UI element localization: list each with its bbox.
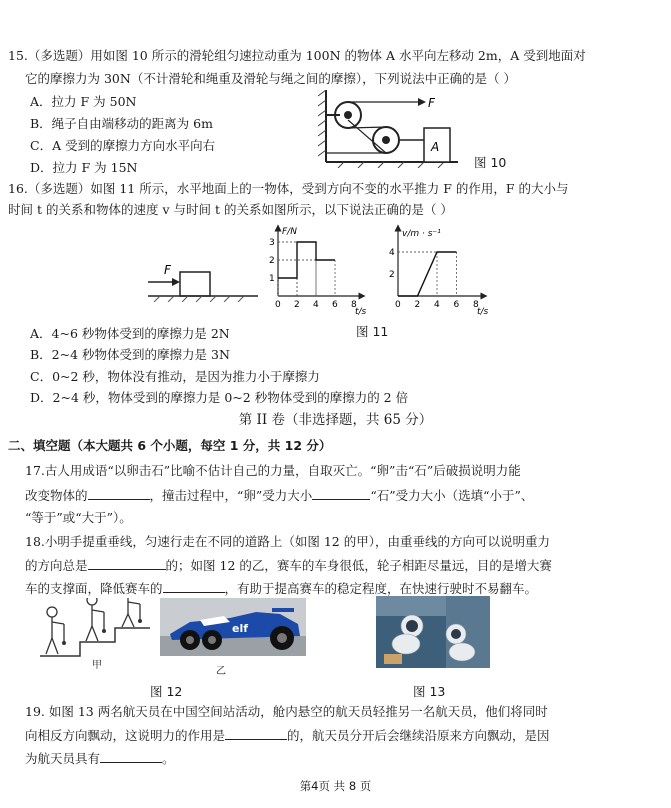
q19-blank-2[interactable] [100, 750, 162, 763]
figure-11-force-label: F [164, 263, 171, 277]
q18-text-b: 的；如图 12 的乙，赛车的车身很低，轮子相距尽量远，目的是增大赛 [165, 558, 552, 573]
q16-option-c: C．0~2 秒，物体没有推动，是因为推力小于摩擦力 [30, 369, 320, 384]
q19-line3 [25, 750, 175, 767]
chart-f-t-ytick-label: 2 [269, 256, 275, 266]
q16-option-b: B．2~4 秒物体受到的摩擦力是 3N [30, 347, 230, 362]
q18-line2 [25, 557, 552, 574]
chart-v-t-ylabel: v/m · s⁻¹ [402, 229, 441, 239]
chart-v-t [376, 222, 502, 318]
figure-13-caption: 图 13 [413, 684, 446, 699]
chart-f-t-ylabel: F/N [282, 227, 297, 237]
chart-f-t-xtick-label: 6 [332, 300, 338, 310]
chart-v-t-xlabel: t/s [477, 307, 489, 317]
q19-text-b: 的，航天员分开后会继续沿原来方向飘动，是因 [287, 728, 550, 743]
q19-text-c: 为航天员具有 [25, 751, 101, 766]
q19-text-a: 向相反方向飘动，这说明力的作用是 [25, 728, 226, 743]
q18-blank-1[interactable] [88, 557, 166, 570]
q15-stem-line1: 15.（多选题）用如图 10 所示的滑轮组匀速拉动重为 100N 的物体 A 水平向左移动 2m，A 受到地面对 [8, 48, 586, 63]
figure-10-label-f: F [428, 96, 435, 110]
page-footer: 第4页 共 8 页 [299, 779, 372, 793]
figure-11-caption: 图 11 [356, 324, 389, 339]
chart-v-t-xtick-label: 0 [395, 300, 401, 310]
chart-f-t-xtick-label: 8 [351, 300, 357, 310]
q16-stem-line1: 16.（多选题）如图 11 所示，水平地面上的一物体，受到方向不变的水平推力 F 的作用，F 的大小与 [8, 181, 569, 196]
q17-text-c: “石”受力大小（选填“小于”、 [370, 488, 534, 503]
chart-v-t-ytick-label: 2 [389, 270, 395, 280]
chart-v-t-xtick-label: 8 [473, 300, 479, 310]
q16-stem-line2: 时间 t 的关系和物体的速度 v 与时间 t 的关系如图所示，以下说法正确的是（ ） [8, 202, 453, 217]
q17-line3: “等于”或“大于”）。 [25, 510, 132, 525]
q17-blank-2[interactable] [312, 487, 370, 500]
q19-blank-1[interactable] [225, 727, 287, 740]
chart-v-t-xtick-label: 2 [414, 300, 421, 310]
q15-option-a: A．拉力 F 为 50N [30, 94, 137, 109]
q17-line1: 17.古人用成语“以卵击石”比喻不估计自己的力量，自取灭亡。“卵”击“石”后破损说明力能 [25, 463, 521, 478]
race-car-logo: elf [232, 622, 249, 635]
q18-line3 [25, 580, 537, 597]
q15-stem-line2: 它的摩擦力为 30N（不计滑轮和绳重及滑轮与绳之间的摩擦），下列说法中正确的是（ ） [25, 71, 517, 86]
q18-text-c: 车的支撑面，降低赛车的 [25, 581, 163, 596]
chart-f-t-xtick-label: 0 [275, 300, 281, 310]
chart-v-t-xtick-label: 6 [453, 300, 460, 310]
q18-blank-2[interactable] [163, 580, 225, 593]
figure-10-caption: 图 10 [474, 155, 507, 170]
q18-text-d: ，有助于提高赛车的稳定程度，在快速行驶时不易翻车。 [224, 581, 538, 596]
chart-f-t-xtick-label: 2 [294, 300, 300, 310]
figure-12-race-car [160, 598, 306, 656]
q17-blank-1[interactable] [88, 487, 150, 500]
q16-option-d: D．2~4 秒，物体受到的摩擦力是 0~2 秒物体受到的摩擦力的 2 倍 [30, 390, 409, 405]
q17-line2 [25, 487, 533, 504]
chart-f-t-xtick-label: 4 [313, 300, 319, 310]
figure-11-block [148, 262, 264, 302]
figure-12-label-yi: 乙 [216, 666, 226, 677]
figure-12-caption: 图 12 [150, 684, 183, 699]
figure-10-pulley [318, 90, 468, 168]
q17-text-b: ，撞击过程中，“卵”受力大小 [149, 488, 313, 503]
chart-v-t-ytick-label: 4 [389, 248, 395, 258]
chart-f-t-ytick-label: 1 [269, 274, 275, 284]
q15-option-c: C．A 受到的摩擦力方向水平向右 [30, 138, 216, 153]
figure-10-label-a: A [431, 140, 440, 154]
q17-text-a: 改变物体的 [25, 488, 88, 503]
figure-12-label-jia: 甲 [92, 660, 102, 671]
q19-text-d: 。 [162, 751, 175, 766]
q18-line1: 18.小明手提重垂线，匀速行走在不同的道路上（如图 12 的甲），由重垂线的方向可以说明重力 [25, 534, 550, 549]
q16-option-a: A．4~6 秒物体受到的摩擦力是 2N [30, 326, 230, 341]
section-fill-in-title: 二、填空题（本大题共 6 个小题，每空 1 分，共 12 分） [8, 438, 332, 453]
q18-text-a: 的方向总是 [25, 558, 88, 573]
chart-f-t [258, 222, 370, 318]
q15-option-b: B．绳子自由端移动的距离为 6m [30, 116, 213, 131]
chart-v-t-xtick-label: 4 [434, 300, 440, 310]
chart-v-t-series-line [398, 252, 457, 296]
figure-13-astronauts-photo [376, 596, 490, 668]
chart-f-t-xlabel: t/s [355, 307, 367, 317]
q19-line2 [25, 727, 550, 744]
chart-f-t-ytick-label: 3 [269, 238, 275, 248]
q15-option-d: D．拉力 F 为 15N [30, 160, 138, 175]
q19-line1: 19. 如图 13 两名航天员在中国空间站活动，舱内悬空的航天员轻推另一名航天员，他们将同时 [25, 704, 548, 719]
part2-title: 第 II 卷（非选择题，共 65 分） [238, 412, 433, 428]
